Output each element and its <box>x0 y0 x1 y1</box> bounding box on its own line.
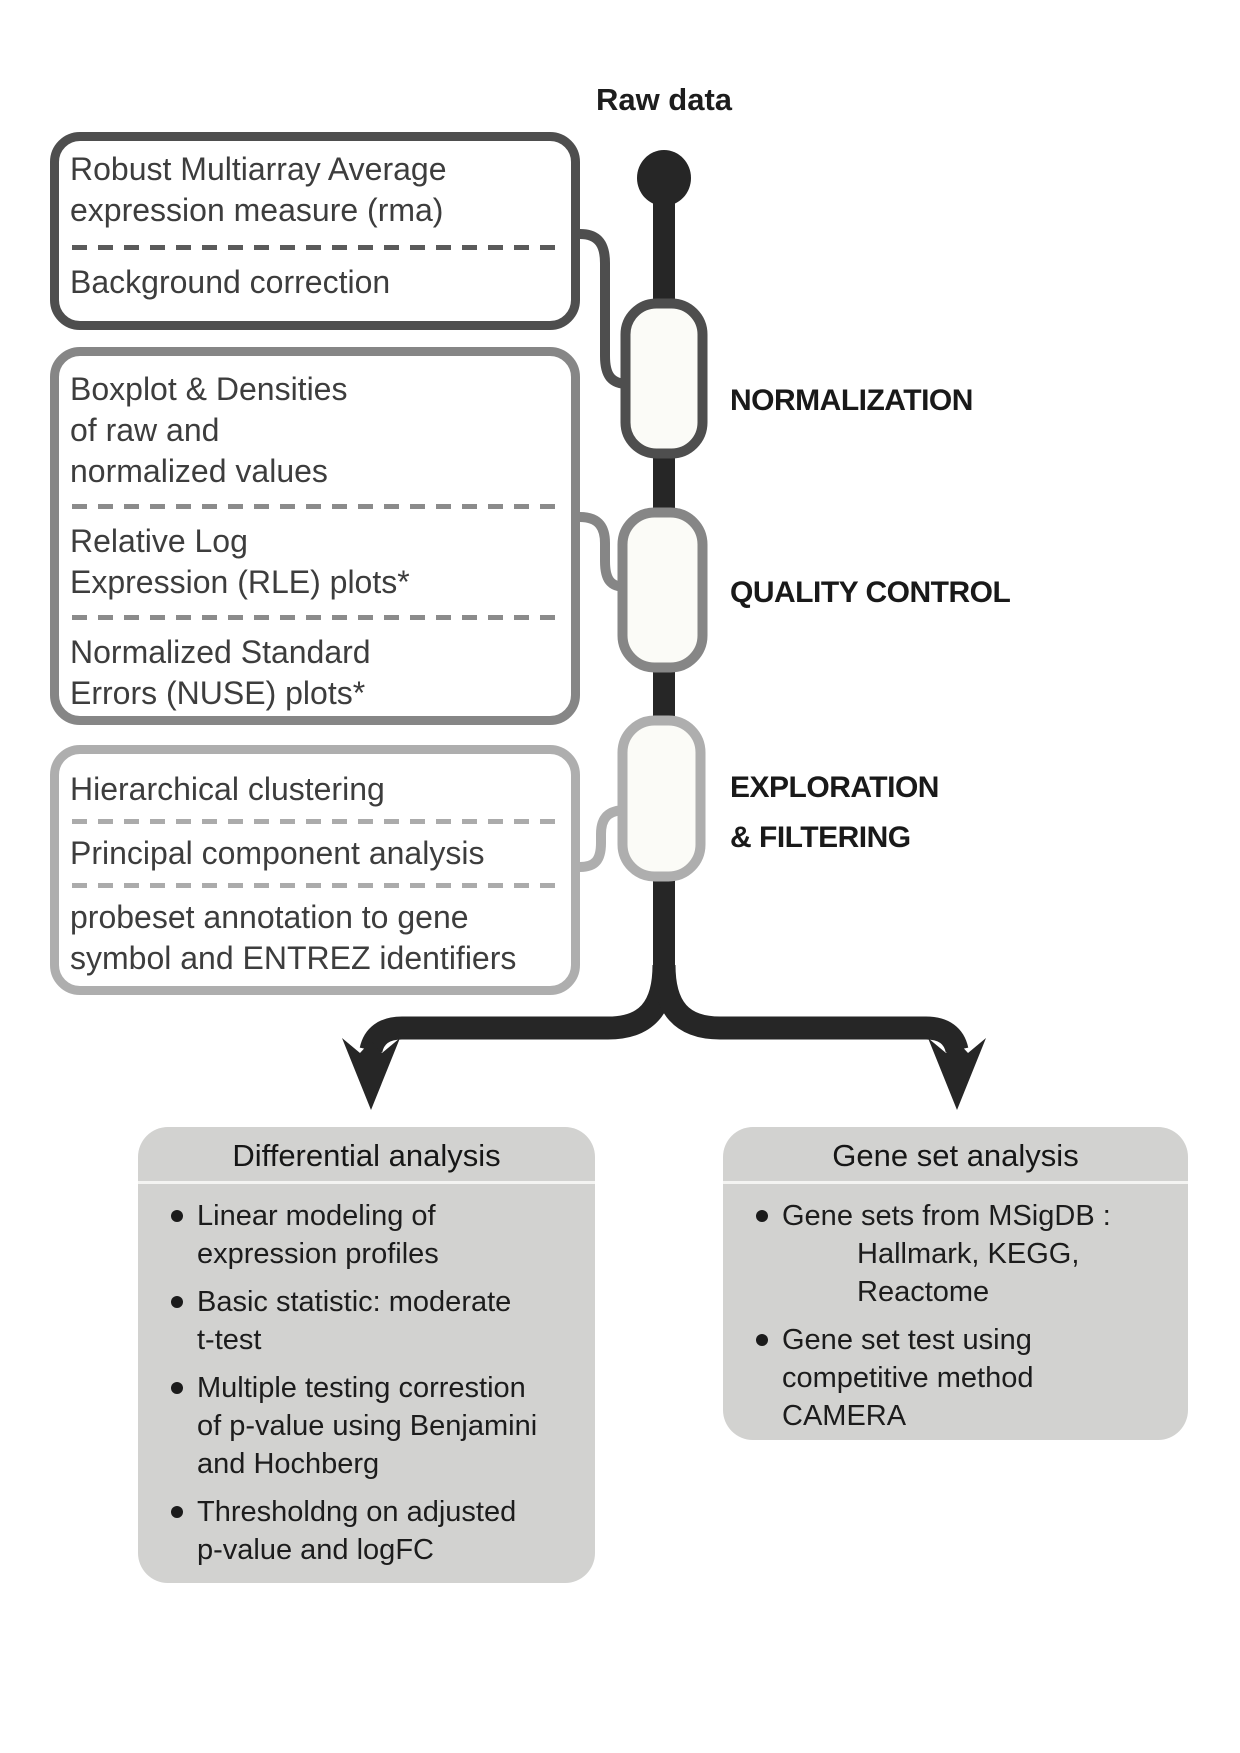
stage-label-normalization: NORMALIZATION <box>730 384 973 417</box>
stage-label-line: & FILTERING <box>730 821 911 854</box>
list-item-line: p-value and logFC <box>197 1534 434 1566</box>
step-text: Background correction <box>70 264 391 300</box>
step-text: expression measure (rma) <box>70 192 444 228</box>
list-item <box>138 1369 581 1483</box>
gene-set-analysis-box <box>723 1127 1188 1440</box>
gene-set-analysis-title: Gene set analysis <box>723 1127 1188 1184</box>
raw-data-label: Raw data <box>595 82 733 117</box>
step-box-exploration <box>50 745 580 995</box>
list-item-line: t-test <box>197 1324 262 1356</box>
list-item-line: competitive method <box>782 1362 1034 1394</box>
step-text: Boxplot & Densities <box>70 371 348 407</box>
step-box-quality-control <box>50 347 580 725</box>
list-item-line: Thresholdng on adjusted <box>197 1496 517 1528</box>
list-item-line: Gene set test using <box>782 1324 1032 1356</box>
step-box-normalization <box>50 132 580 330</box>
step-text: Robust Multiarray Average <box>70 151 447 187</box>
differential-analysis-title: Differential analysis <box>138 1127 595 1184</box>
step-text: Expression (RLE) plots* <box>70 564 410 600</box>
raw-data-dot <box>637 150 691 206</box>
dashed-divider <box>72 504 557 509</box>
gene-set-analysis-list <box>723 1184 1188 1435</box>
dashed-divider <box>72 615 557 620</box>
list-item-line: Reactome <box>857 1276 990 1308</box>
list-item <box>138 1283 581 1359</box>
step-text: Relative Log <box>70 523 248 559</box>
list-item-line: and Hochberg <box>197 1448 380 1480</box>
stage-capsule-quality <box>623 513 703 668</box>
step-text: Errors (NUSE) plots* <box>70 675 366 711</box>
step-text: Principal component analysis <box>70 835 485 871</box>
step-text: Hierarchical clustering <box>70 771 385 807</box>
list-item-line: Linear modeling of <box>197 1200 436 1232</box>
list-item-line: of p-value using Benjamini <box>197 1410 538 1442</box>
stage-label-exploration <box>730 763 939 863</box>
list-item-line: expression profiles <box>197 1238 439 1270</box>
stage-label-quality-control: QUALITY CONTROL <box>730 576 1011 609</box>
list-item <box>138 1493 581 1569</box>
list-item <box>138 1197 581 1273</box>
dashed-divider <box>72 883 557 888</box>
differential-analysis-list <box>138 1184 595 1569</box>
differential-analysis-box <box>138 1127 595 1583</box>
step-text: Normalized Standard <box>70 634 371 670</box>
branch-arm-right <box>664 965 957 1050</box>
stage-capsule-normalization <box>626 304 703 454</box>
stage-capsule-exploration <box>623 721 701 877</box>
stage-label-line: EXPLORATION <box>730 771 939 804</box>
step-text: normalized values <box>70 453 328 489</box>
list-item <box>723 1197 1174 1311</box>
dashed-divider <box>72 245 557 250</box>
arrowhead-left <box>342 1038 400 1110</box>
list-item <box>723 1321 1174 1435</box>
dashed-divider <box>72 819 557 824</box>
arrowhead-right <box>928 1038 986 1110</box>
step-text: probeset annotation to gene <box>70 899 469 935</box>
list-item-line: Hallmark, KEGG, <box>857 1238 1080 1270</box>
step-text: symbol and ENTREZ identifiers <box>70 940 517 976</box>
list-item-line: Multiple testing correstion <box>197 1372 526 1404</box>
step-text: of raw and <box>70 412 220 448</box>
list-item-line: Basic statistic: moderate <box>197 1286 512 1318</box>
list-item-line: Gene sets from MSigDB : <box>782 1200 1111 1232</box>
list-item-line: CAMERA <box>782 1400 907 1432</box>
